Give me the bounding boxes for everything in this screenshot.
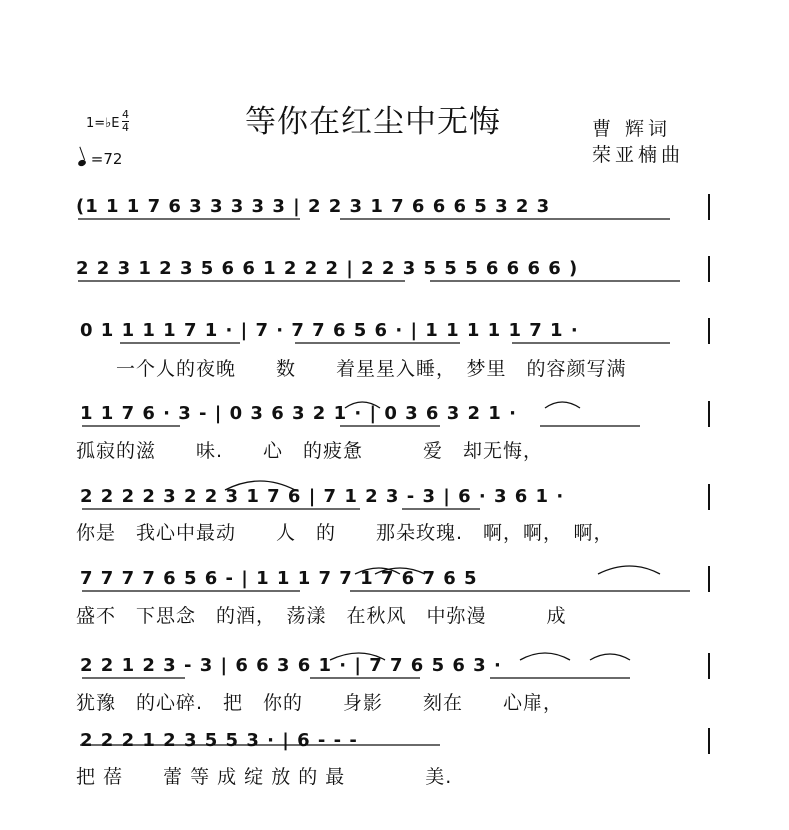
tempo-value: =72 <box>90 150 123 168</box>
lyric-line-8: 把 蓓 蕾 等 成 绽 放 的 最 美. <box>76 766 453 788</box>
notation-line-7: 2 2 1 2 3 - 3 | 6 6 3 6 1 · | 7 7 6 5 6 3 · <box>80 655 502 676</box>
composer-credit: 荣亚楠曲 <box>592 144 685 166</box>
notation-line-3: 0 1 1 1 1 7 1 · | 7 · 7 7 6 5 6 · | 1 1 1 1 1 7 1 · <box>80 320 579 341</box>
lyricist-credit: 曹 辉词 <box>592 118 672 140</box>
notation-line-8: 2 2 2 1 2 3 5 5 3 · | 6 - - - <box>80 730 358 751</box>
time-signature-top: 4 <box>122 108 129 121</box>
key-signature: 1=♭E <box>86 116 120 131</box>
time-signature-bottom: 4 <box>122 121 129 134</box>
lyric-line-4: 孤寂的滋 味. 心 的疲惫 爱 却无悔， <box>76 440 544 462</box>
notation-line-1: (1 1 1 7 6 3 3 3 3 3 | 2 2 3 1 7 6 6 6 5 3 2 3 <box>76 196 551 217</box>
notation-line-2: 2 2 3 1 2 3 5 6 6 1 2 2 2 | 2 2 3 5 5 5 6 6 6 6 ) <box>76 258 579 279</box>
lyric-line-7: 犹豫 的心碎. 把 你的 身影 刻在 心扉， <box>76 692 564 714</box>
notation-line-5: 2 2 2 2 3 2 2 3 1 7 6 | 7 1 2 3 - 3 | 6 · 3 6 1 · <box>80 486 565 507</box>
lyric-line-6: 盛不 下思念 的酒， 荡漾 在秋风 中弥漫 成 <box>76 605 567 627</box>
page-title: 等你在红尘中无悔 <box>245 104 501 140</box>
lyric-line-3: 一个人的夜晚 数 着星星入睡， 梦里 的容颜写满 <box>116 358 627 380</box>
notation-line-6: 7 7 7 7 6 5 6 - | 1 1 1 7 7 1 7 6 7 6 5 <box>80 568 478 589</box>
notation-line-4: 1 1 7 6 · 3 - | 0 3 6 3 2 1 · | 0 3 6 3 2 1 · <box>80 403 517 424</box>
lyric-line-5: 你是 我心中最动 人 的 那朵玫瑰. 啊，啊， 啊， <box>76 522 614 544</box>
